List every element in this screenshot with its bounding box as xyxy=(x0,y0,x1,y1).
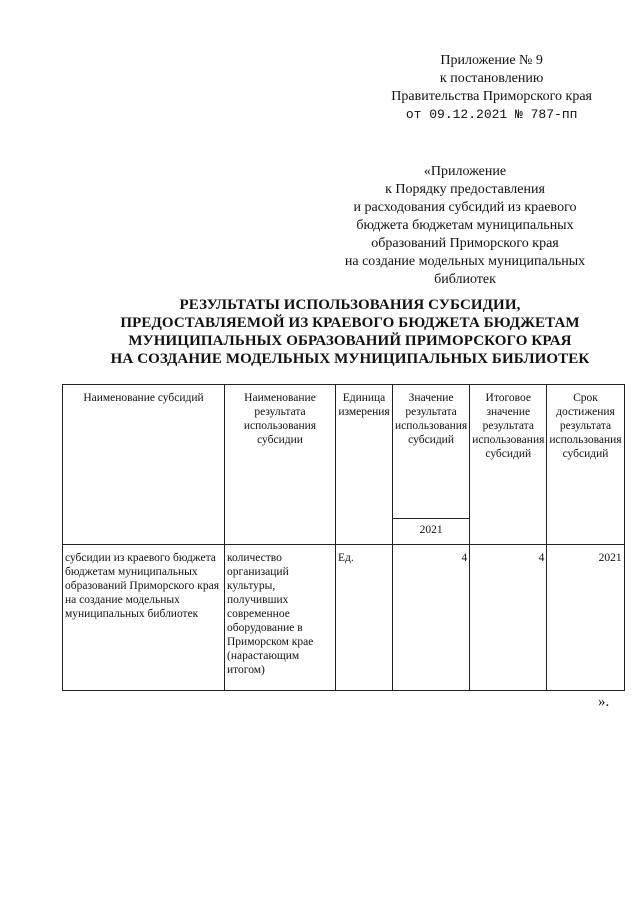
table-row xyxy=(63,545,625,691)
cell-result-name: количество организаций культуры, получивших современное оборудование в Приморском крае (нарастающим итогом) xyxy=(225,545,336,691)
header-value-year: 2021 xyxy=(393,519,470,545)
header-value: Значение результата использования субсидий xyxy=(393,385,470,519)
title-line-2: ПРЕДОСТАВЛЯЕМОЙ ИЗ КРАЕВОГО БЮДЖЕТА БЮДЖЕТАМ xyxy=(120,315,580,331)
appendix-number: Приложение № 9 xyxy=(440,53,543,68)
appendix-resolution-ref: к постановлению xyxy=(439,71,544,86)
cell-value: 4 xyxy=(393,545,470,691)
order-line-7: библиотек xyxy=(434,272,496,287)
table-header-row xyxy=(63,385,625,519)
title-line-4: НА СОЗДАНИЕ МОДЕЛЬНЫХ МУНИЦИПАЛЬНЫХ БИБЛИОТЕК xyxy=(110,351,590,367)
order-line-5: образований Приморского края xyxy=(371,236,559,251)
header-subsidy-name: Наименование субсидий xyxy=(63,385,225,545)
cell-subsidy-name: субсидии из краевого бюджета бюджетам муниципальных образований Приморского края на создание модельных муниципальных библиотек xyxy=(63,545,225,691)
order-reference xyxy=(330,163,600,289)
cell-unit: Ед. xyxy=(336,545,393,691)
appendix-date-number: от 09.12.2021 № 787-пп xyxy=(405,107,578,122)
header-result-name: Наименование результата использования субсидии xyxy=(225,385,336,545)
header-unit: Единица измерения xyxy=(336,385,393,545)
closing-quote: ». xyxy=(598,694,610,710)
order-line-3: и расходования субсидий из краевого xyxy=(353,200,577,215)
cell-deadline: 2021 xyxy=(547,545,624,691)
order-line-1: «Приложение xyxy=(423,164,507,179)
order-line-4: бюджета бюджетам муниципальных xyxy=(356,218,574,233)
appendix-government: Правительства Приморского края xyxy=(391,89,592,104)
header-deadline: Срок достижения результата использования субсидий xyxy=(547,385,624,545)
order-line-2: к Порядку предоставления xyxy=(385,182,545,197)
title-line-3: МУНИЦИПАЛЬНЫХ ОБРАЗОВАНИЙ ПРИМОРСКОГО КРАЯ xyxy=(128,333,572,349)
appendix-header xyxy=(391,52,592,124)
order-line-6: на создание модельных муниципальных xyxy=(344,254,586,269)
document-title xyxy=(70,296,630,368)
results-table xyxy=(62,384,625,691)
cell-final-value: 4 xyxy=(470,545,547,691)
title-line-1: РЕЗУЛЬТАТЫ ИСПОЛЬЗОВАНИЯ СУБСИДИИ, xyxy=(179,297,521,313)
header-final-value: Итоговое значение результата использования субсидий xyxy=(470,385,547,545)
